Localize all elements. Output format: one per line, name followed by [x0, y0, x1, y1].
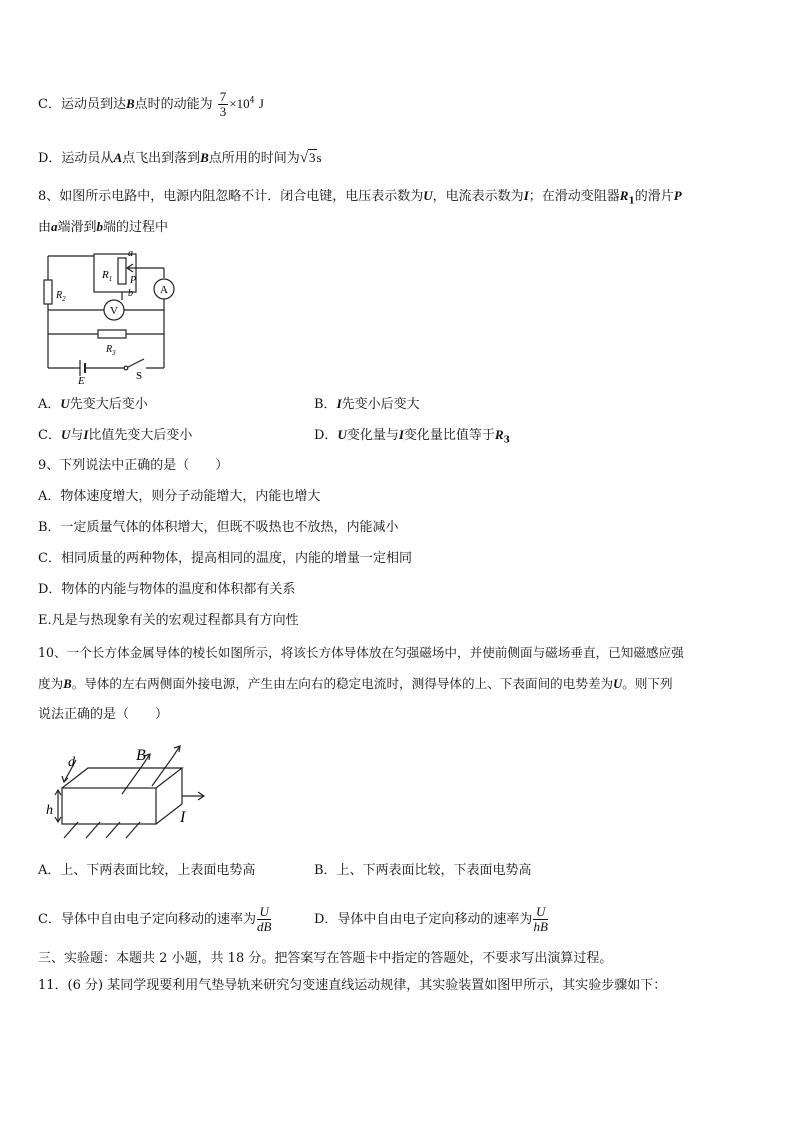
option-text: 先变小后变大	[341, 397, 420, 412]
option-text: D．导体中自由电子定向移动的速率为	[314, 912, 533, 927]
q7-c-fraction	[218, 90, 229, 119]
q7-d-point-b: B	[200, 150, 209, 165]
q7-option-c[interactable]	[38, 90, 264, 119]
q9-option-c[interactable]: C．相同质量的两种物体，提高相同的温度，内能的增量一定相同	[38, 551, 412, 566]
fraction-numerator: 7	[219, 89, 227, 104]
q7-d-prefix: D．运动员从	[38, 151, 114, 166]
q10-var-b: B	[63, 677, 72, 691]
option-text: 变化量比值等于	[403, 428, 495, 443]
fig-b-label: b	[128, 288, 133, 299]
q8-text: 8、如图所示电路中，电源内阻忽略不计．闭合电键，电压表示数为	[38, 189, 424, 204]
q8-option-c[interactable]	[38, 427, 192, 444]
q10-option-d[interactable]	[314, 902, 549, 938]
fig-r1-label: $R_1$	[102, 269, 113, 283]
fig-r2-label: $R_2$	[56, 290, 66, 303]
option-text: 先变大后变小	[69, 397, 148, 412]
q10-text: 。则下列	[622, 676, 673, 691]
q8-circuit-diagram	[36, 246, 186, 386]
option-var-sub: 3	[503, 435, 510, 446]
q8-var-r1-sub: 1	[628, 196, 635, 207]
fig-e-label: E	[78, 375, 85, 386]
option-prefix: D．	[314, 428, 338, 443]
q9-option-d[interactable]: D．物体的内能与物体的温度和体积都有关系	[38, 582, 296, 597]
q8-option-a[interactable]	[38, 396, 148, 413]
option-prefix: C．	[38, 428, 61, 443]
q8-var-r1: R	[619, 188, 629, 203]
q9-stem: 9、下列说法中正确的是（ ）	[38, 458, 229, 473]
q10-d-fraction	[533, 905, 547, 934]
fraction-numerator: U	[257, 905, 271, 920]
q10-stem-line2	[38, 676, 673, 692]
option-var: U	[60, 427, 71, 442]
q8-text: 端的过程中	[103, 220, 169, 235]
q8-text: ；在滑动变阻器	[528, 189, 620, 204]
fig-d-label: d	[68, 755, 75, 770]
q8-var-i: I	[523, 188, 529, 203]
option-var: I	[336, 396, 342, 411]
q7-d-point-a: A	[113, 150, 123, 165]
option-text: 与	[70, 428, 84, 443]
q8-var-a: a	[51, 219, 58, 234]
option-var: I	[83, 427, 89, 442]
fig-r3-label: $R_3$	[106, 344, 116, 357]
q7-d-mid2: 点所用的时间为	[208, 151, 300, 166]
fig-ammeter-label: A	[160, 284, 168, 296]
q9-option-b[interactable]: B．一定质量气体的体积增大，但既不吸热也不放热，内能减小	[38, 520, 399, 535]
q10-text: 。导体的左右两侧面外接电源，产生由左向右的稳定电流时，测得导体的上、下表面间的电势差为	[71, 676, 614, 691]
q10-var-u: U	[613, 677, 623, 691]
q8-var-b: b	[96, 219, 104, 234]
q8-var-u: U	[423, 188, 433, 203]
fig-s-label: S	[136, 370, 143, 382]
option-var: U	[337, 427, 347, 442]
q11-stem: 11．(6 分) 某同学现要利用气垫导轨来研究匀变速直线运动规律，其实验装置如图甲所示，其实验步骤如下：	[38, 978, 667, 993]
fig-p-label: P	[130, 275, 137, 286]
q8-var-p: P	[673, 188, 682, 203]
option-text: 变化量与	[346, 428, 399, 443]
q7-c-point-b: B	[125, 96, 135, 111]
q8-text: 由	[38, 220, 52, 235]
fig-h-label: h	[46, 803, 53, 818]
option-var: U	[60, 396, 70, 411]
option-prefix: B．	[314, 397, 337, 412]
fraction-denominator: 3	[219, 104, 227, 119]
q7-d-mid1: 点飞出到落到	[122, 151, 201, 166]
q9-option-a[interactable]: A．物体速度增大，则分子动能增大，内能也增大	[38, 489, 321, 504]
option-text: C．导体中自由电子定向移动的速率为	[38, 912, 256, 927]
option-var: I	[398, 427, 404, 442]
q10-conductor-diagram	[40, 740, 220, 840]
q8-option-d[interactable]	[314, 427, 510, 449]
option-var: R	[494, 427, 504, 442]
q7-option-d[interactable]	[38, 150, 322, 167]
q8-text: 的滑片	[634, 189, 674, 204]
q10-option-b[interactable]: B．上、下两表面比较，下表面电势高	[314, 863, 532, 878]
option-text: 比值先变大后变小	[88, 428, 193, 443]
fig-a-label: a	[128, 248, 133, 259]
q8-option-b[interactable]	[314, 396, 420, 413]
option-prefix: A．	[38, 397, 61, 412]
q10-stem-line3: 说法正确的是（ ）	[38, 707, 169, 722]
fig-b-field-label: B	[136, 747, 146, 764]
fig-current-label: I	[180, 809, 186, 826]
q10-stem-line1: 10、一个长方体金属导体的棱长如图所示，将该长方体导体放在匀强磁场中，并使前侧面与磁场垂直，已知磁感应强	[38, 645, 684, 660]
q7-d-sqrt: √3	[299, 150, 316, 166]
q7-c-mid: 点时的动能为	[134, 97, 213, 112]
fraction-numerator: U	[533, 905, 547, 920]
q10-option-c[interactable]	[38, 902, 272, 938]
q8-stem-line1	[38, 188, 682, 210]
q8-text: ，电流表示数为	[432, 189, 524, 204]
q10-c-fraction	[257, 905, 271, 934]
q7-c-times: ×10	[229, 96, 250, 111]
section-3-heading: 三、实验题：本题共 2 小题，共 18 分。把答案写在答题卡中指定的答题处，不要求写出演算过程。	[38, 951, 613, 966]
q7-c-unit: J	[258, 96, 264, 111]
q10-text: 度为	[38, 676, 64, 691]
q8-text: 端滑到	[57, 220, 97, 235]
q7-c-prefix: C．运动员到达	[38, 97, 126, 112]
q8-stem-line2	[38, 219, 168, 236]
q9-option-e[interactable]: E.凡是与热现象有关的宏观过程都具有方向性	[38, 613, 299, 628]
fig-voltmeter-label: V	[110, 305, 118, 317]
sqrt-radicand: 3	[309, 150, 316, 165]
q10-option-a[interactable]: A．上、下两表面比较，上表面电势高	[38, 863, 256, 878]
q7-c-exponent: 4	[249, 95, 255, 105]
fraction-denominator: hB	[533, 919, 548, 934]
q7-d-unit: s	[316, 150, 322, 165]
fraction-denominator: dB	[256, 919, 272, 934]
